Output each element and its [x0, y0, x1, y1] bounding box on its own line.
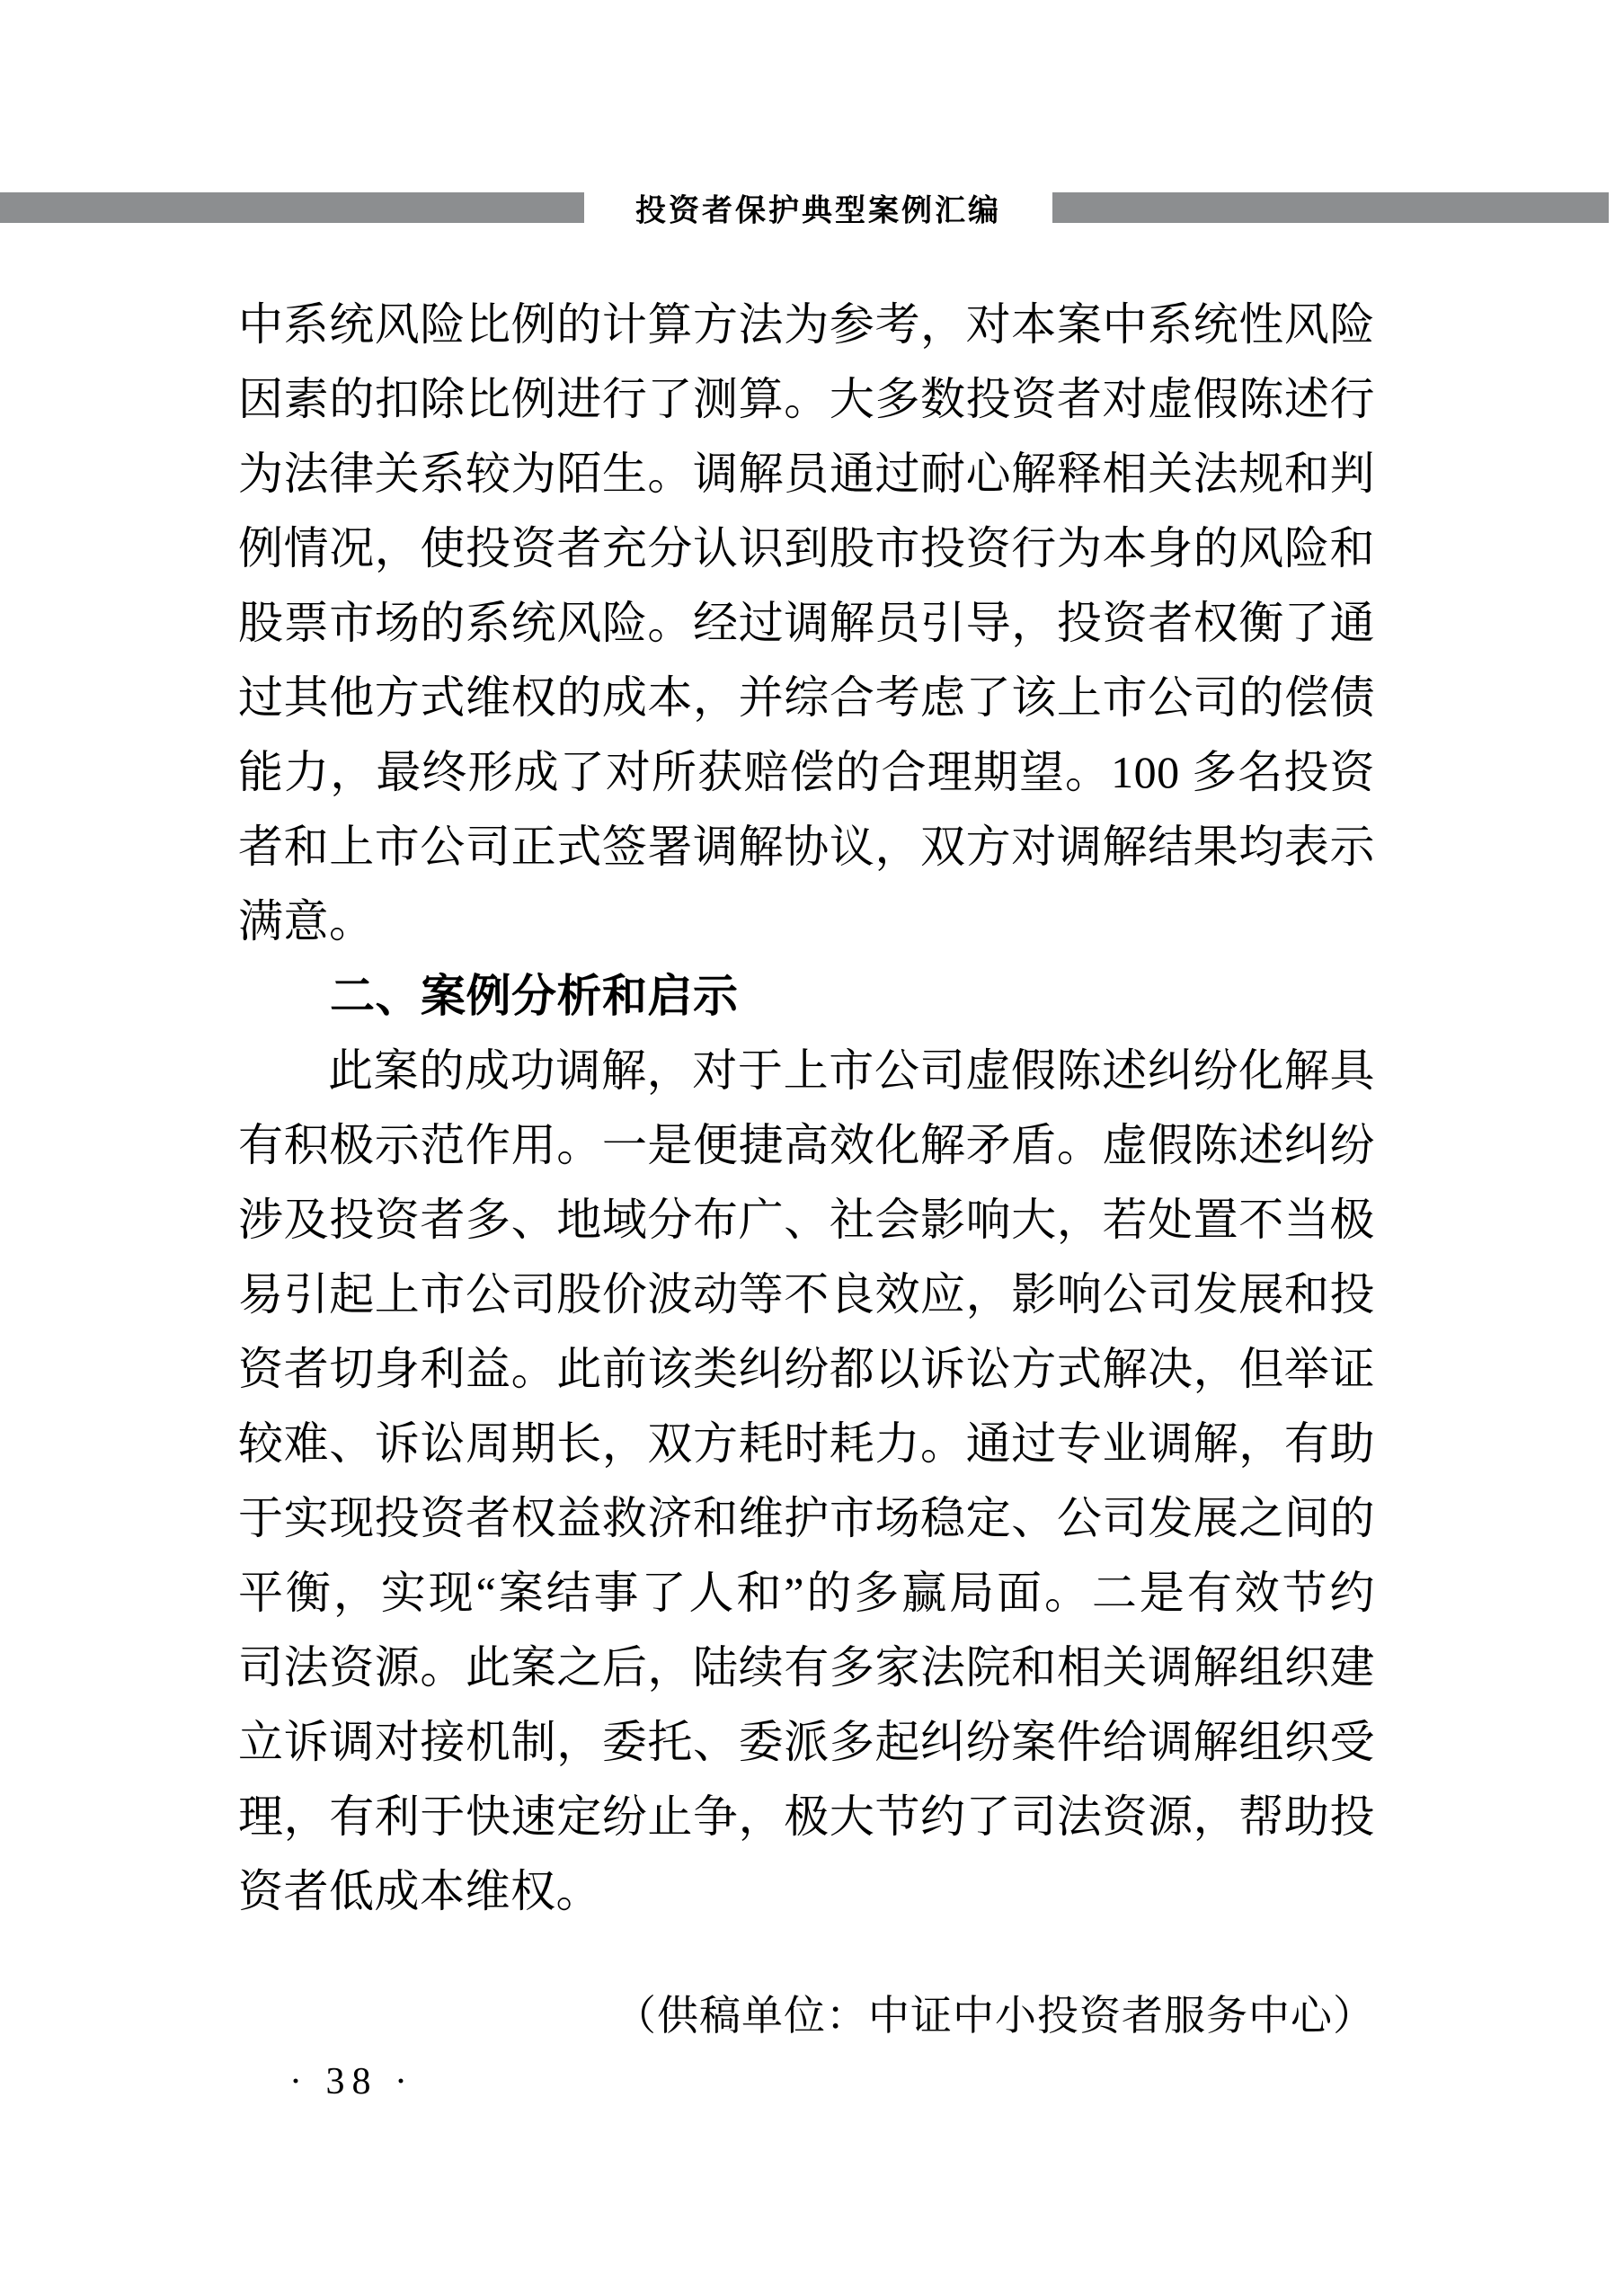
text-line: 股票市场的系统风险。经过调解员引导，投资者权衡了通 [238, 598, 1375, 648]
text-line: 司法资源。此案之后，陆续有多家法院和相关调解组织建 [238, 1642, 1375, 1693]
text-line: 较难、诉讼周期长，双方耗时耗力。通过专业调解，有助 [238, 1418, 1375, 1469]
text-line: 为法律关系较为陌生。调解员通过耐心解释相关法规和判 [238, 449, 1375, 499]
text-line: 涉及投资者多、地域分布广、社会影响大，若处置不当极 [238, 1195, 1375, 1245]
header-rule-right [1052, 192, 1609, 223]
text-line: 者和上市公司正式签署调解协议，双方对调解结果均表示 [238, 822, 1375, 872]
text-line: 理，有利于快速定纷止争，极大节约了司法资源，帮助投 [238, 1791, 1375, 1842]
running-head-title: 投资者保护典型案例汇编 [635, 193, 1001, 228]
text-line: 过其他方式维权的成本，并综合考虑了该上市公司的偿债 [238, 672, 1375, 723]
text-line: 此案的成功调解，对于上市公司虚假陈述纠纷化解具 [328, 1045, 1375, 1096]
text-line: 资者低成本维权。 [238, 1866, 601, 1916]
text-line: 二、案例分析和启示 [330, 971, 739, 1021]
text-line: 于实现投资者权益救济和维护市场稳定、公司发展之间的 [238, 1493, 1375, 1543]
attribution-line: （供稿单位：中证中小投资者服务中心） [615, 1993, 1375, 2039]
text-line: 满意。 [238, 896, 375, 947]
text-line: 立诉调对接机制，委托、委派多起纠纷案件给调解组织受 [238, 1717, 1375, 1767]
text-line: 因素的扣除比例进行了测算。大多数投资者对虚假陈述行 [238, 374, 1375, 424]
text-line: 易引起上市公司股价波动等不良效应，影响公司发展和投 [238, 1269, 1375, 1320]
text-line: 中系统风险比例的计算方法为参考，对本案中系统性风险 [238, 299, 1375, 350]
text-line: 能力，最终形成了对所获赔偿的合理期望。100 多名投资 [238, 747, 1375, 797]
body-text [238, 288, 1375, 1929]
page-header [0, 192, 1624, 228]
page-number: · 38 · [289, 2061, 414, 2102]
text-line: 平衡，实现“案结事了人和”的多赢局面。二是有效节约 [238, 1568, 1375, 1618]
text-line: 例情况，使投资者充分认识到股市投资行为本身的风险和 [238, 523, 1375, 573]
header-rule-left [0, 192, 584, 223]
text-line: 资者切身利益。此前该类纠纷都以诉讼方式解决，但举证 [238, 1344, 1375, 1394]
text-line: 有积极示范作用。一是便捷高效化解矛盾。虚假陈述纠纷 [238, 1120, 1375, 1170]
